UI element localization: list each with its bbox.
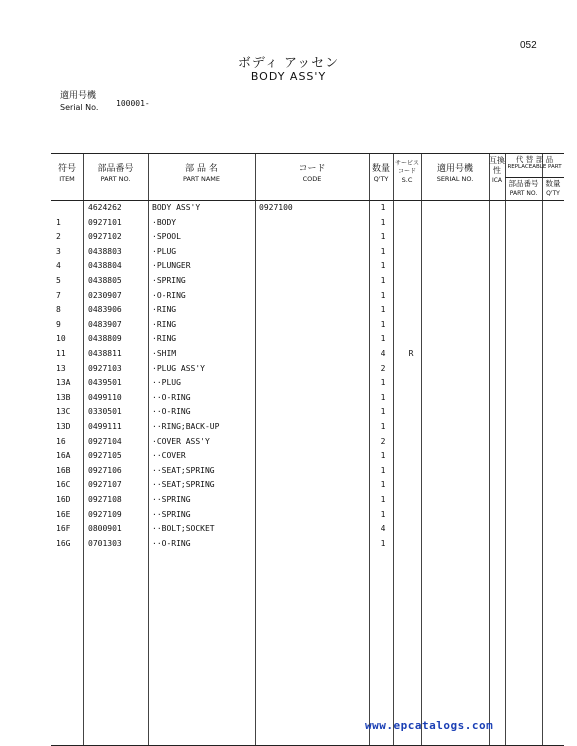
table-row <box>51 289 564 304</box>
part-number-cell: 0927105 <box>88 451 122 461</box>
header-serial-no-jp: 適用号機 <box>436 164 473 174</box>
serial-label-jp: 適用号機 <box>60 91 97 101</box>
header-service-code <box>393 160 421 185</box>
part-name-cell: ·RING <box>152 305 177 315</box>
header-code <box>255 163 369 184</box>
part-number-cell: 0701303 <box>88 538 122 548</box>
item-cell: 1 <box>56 217 61 227</box>
quantity-cell: 1 <box>380 407 386 417</box>
part-name-cell: ·PLUG <box>152 246 177 256</box>
part-name-cell: ·COVER ASS'Y <box>152 436 210 446</box>
table-row <box>51 435 564 450</box>
part-name-cell: ·SPOOL <box>152 232 181 242</box>
quantity-cell: 1 <box>380 451 386 461</box>
quantity-cell: 4 <box>380 524 386 534</box>
header-rep-qty-en: Q'TY <box>546 190 560 197</box>
quantity-cell: 1 <box>380 334 386 344</box>
item-cell: 7 <box>56 290 61 300</box>
item-cell: 10 <box>56 334 66 344</box>
part-name-cell: ·SHIM <box>152 349 177 358</box>
part-name-cell: ·PLUG ASS'Y <box>152 363 205 373</box>
header-serial-no <box>421 163 489 184</box>
part-name-cell: ··SPRING <box>152 509 191 519</box>
part-number-cell: 4624262 <box>88 203 122 212</box>
part-number-cell: 0438809 <box>88 334 122 344</box>
quantity-cell: 4 <box>380 349 386 358</box>
header-qty-en: Q'TY <box>373 175 389 183</box>
header-ica-en: ICA <box>491 177 503 184</box>
header-rep-part-no <box>505 179 542 198</box>
part-name-cell: ··SEAT;SPRING <box>152 480 215 490</box>
table-row <box>51 318 564 333</box>
part-name-cell: ·BODY <box>152 217 177 227</box>
header-rep-part-no-jp: 部品番号 <box>508 179 539 188</box>
item-cell: 16E <box>56 509 71 519</box>
item-cell: 13 <box>56 363 66 373</box>
item-cell: 9 <box>56 319 61 329</box>
part-number-cell: 0927109 <box>88 509 122 519</box>
table-row <box>51 537 564 552</box>
page-title: BODY ASS'Y <box>250 70 327 83</box>
part-name-cell: ··O-RING <box>152 392 191 402</box>
table-row <box>51 216 564 231</box>
part-name-cell: ·RING <box>152 334 177 344</box>
quantity-cell: 1 <box>380 480 386 490</box>
item-cell: 5 <box>56 276 61 285</box>
part-name-cell: ··BOLT;SOCKET <box>152 524 215 534</box>
header-item-jp: 符号 <box>57 164 76 174</box>
part-number-cell: 0499110 <box>88 392 122 402</box>
part-number-cell: 0800901 <box>88 524 122 534</box>
table-row <box>51 449 564 464</box>
part-name-cell: ·PLUNGER <box>152 261 191 271</box>
table-row <box>51 201 564 216</box>
part-number-cell: 0499111 <box>88 422 122 431</box>
quantity-cell: 1 <box>380 509 386 519</box>
header-qty <box>369 163 393 184</box>
header-part-name-jp: 部 品 名 <box>185 164 218 174</box>
header-code-en: CODE <box>302 175 322 183</box>
quantity-cell: 1 <box>380 378 386 388</box>
header-replaceable-jp: 代 替 部 品 <box>515 155 554 164</box>
subheader-divider <box>505 177 564 178</box>
part-number-cell: 0438803 <box>88 246 122 256</box>
service-code-cell: R <box>408 349 414 358</box>
quantity-cell: 1 <box>380 538 386 548</box>
part-number-cell: 0927103 <box>88 363 122 373</box>
code-cell: 0927100 <box>259 203 293 212</box>
table-row <box>51 508 564 523</box>
part-number-cell: 0927108 <box>88 495 122 504</box>
header-part-no-jp: 部品番号 <box>97 164 134 174</box>
quantity-cell: 2 <box>380 436 386 446</box>
header-qty-jp: 数量 <box>371 164 390 174</box>
item-cell: 13D <box>56 422 71 431</box>
header-item-en: ITEM <box>59 175 75 183</box>
item-cell: 16G <box>56 538 71 548</box>
part-name-cell: ··O-RING <box>152 407 191 417</box>
item-cell: 16F <box>56 524 71 534</box>
table-row <box>51 332 564 347</box>
item-cell: 16A <box>56 451 71 461</box>
item-cell: 13C <box>56 407 71 417</box>
header-serial-no-en: SERIAL NO. <box>436 175 474 183</box>
quantity-cell: 1 <box>380 203 386 212</box>
header-rep-qty-jp: 数量 <box>545 179 561 188</box>
item-cell: 4 <box>56 261 61 271</box>
part-number-cell: 0438805 <box>88 276 122 285</box>
table-row <box>51 493 564 508</box>
header-replaceable-en: REPLACEABLE PART <box>507 164 562 170</box>
watermark: www.epcatalogs.com <box>365 719 494 732</box>
table-row <box>51 405 564 420</box>
item-cell: 16 <box>56 436 66 446</box>
title-japanese: ボディ アッセン <box>237 56 340 71</box>
header-rep-qty <box>542 179 564 198</box>
parts-table <box>51 153 564 746</box>
table-row <box>51 376 564 391</box>
item-cell: 16D <box>56 495 71 504</box>
item-cell: 16C <box>56 480 71 490</box>
quantity-cell: 1 <box>380 232 386 242</box>
quantity-cell: 1 <box>380 261 386 271</box>
item-cell: 11 <box>56 349 66 358</box>
part-number-cell: 0483907 <box>88 319 122 329</box>
item-cell: 13B <box>56 392 71 402</box>
part-number-cell: 0927104 <box>88 436 122 446</box>
header-item <box>51 163 83 184</box>
part-name-cell: ··O-RING <box>152 538 191 548</box>
header-ica <box>489 156 505 185</box>
part-number-cell: 0230907 <box>88 290 122 300</box>
header-code-jp: コード <box>298 164 326 174</box>
quantity-cell: 1 <box>380 246 386 256</box>
table-row <box>51 230 564 245</box>
table-row <box>51 420 564 435</box>
header-sc-en: S.C <box>401 176 413 184</box>
header-sc-jp: サービス コード <box>394 160 419 175</box>
header-ica-jp: 互換性 <box>489 156 505 175</box>
header-part-name <box>148 163 255 184</box>
table-row <box>51 303 564 318</box>
serial-label <box>60 88 98 112</box>
quantity-cell: 1 <box>380 276 386 285</box>
part-number-cell: 0927102 <box>88 232 122 242</box>
table-row <box>51 478 564 493</box>
serial-value: 100001- <box>116 99 150 108</box>
item-cell: 2 <box>56 232 61 242</box>
quantity-cell: 1 <box>380 392 386 402</box>
quantity-cell: 2 <box>380 363 386 373</box>
item-cell: 8 <box>56 305 61 315</box>
part-name-cell: ·O-RING <box>152 290 186 300</box>
item-cell: 16B <box>56 465 71 475</box>
part-number-cell: 0330501 <box>88 407 122 417</box>
part-name-cell: ··PLUG <box>152 378 181 388</box>
table-row <box>51 245 564 260</box>
table-row <box>51 362 564 377</box>
header-part-name-en: PART NAME <box>182 175 221 183</box>
part-number-cell: 0438811 <box>88 349 122 358</box>
header-part-no-en: PART NO. <box>100 175 131 183</box>
quantity-cell: 1 <box>380 305 386 315</box>
part-name-cell: BODY ASS'Y <box>152 203 201 212</box>
table-row <box>51 464 564 479</box>
quantity-cell: 1 <box>380 495 386 504</box>
quantity-cell: 1 <box>380 319 386 329</box>
header-rep-part-no-en: PART NO. <box>509 190 538 197</box>
quantity-cell: 1 <box>380 217 386 227</box>
item-cell: 13A <box>56 378 71 388</box>
part-name-cell: ··SEAT;SPRING <box>152 465 215 475</box>
part-name-cell: ·RING <box>152 319 177 329</box>
part-name-cell: ··COVER <box>152 451 186 461</box>
header-replaceable-part <box>505 155 564 171</box>
page-number: 052 <box>520 40 537 51</box>
part-number-cell: 0927101 <box>88 217 122 227</box>
quantity-cell: 1 <box>380 465 386 475</box>
part-name-cell: ··SPRING <box>152 495 191 504</box>
part-number-cell: 0927106 <box>88 465 122 475</box>
part-number-cell: 0439501 <box>88 378 122 388</box>
quantity-cell: 1 <box>380 290 386 300</box>
table-row <box>51 274 564 289</box>
part-name-cell: ··RING;BACK-UP <box>152 422 220 431</box>
table-row <box>51 522 564 537</box>
part-number-cell: 0438804 <box>88 261 122 271</box>
serial-label-en: Serial No. <box>60 103 99 112</box>
table-row <box>51 347 564 362</box>
quantity-cell: 1 <box>380 422 386 431</box>
part-name-cell: ·SPRING <box>152 276 186 285</box>
table-row <box>51 259 564 274</box>
part-number-cell: 0483906 <box>88 305 122 315</box>
table-row <box>51 391 564 406</box>
item-cell: 3 <box>56 246 61 256</box>
part-number-cell: 0927107 <box>88 480 122 490</box>
header-part-no <box>83 163 148 184</box>
